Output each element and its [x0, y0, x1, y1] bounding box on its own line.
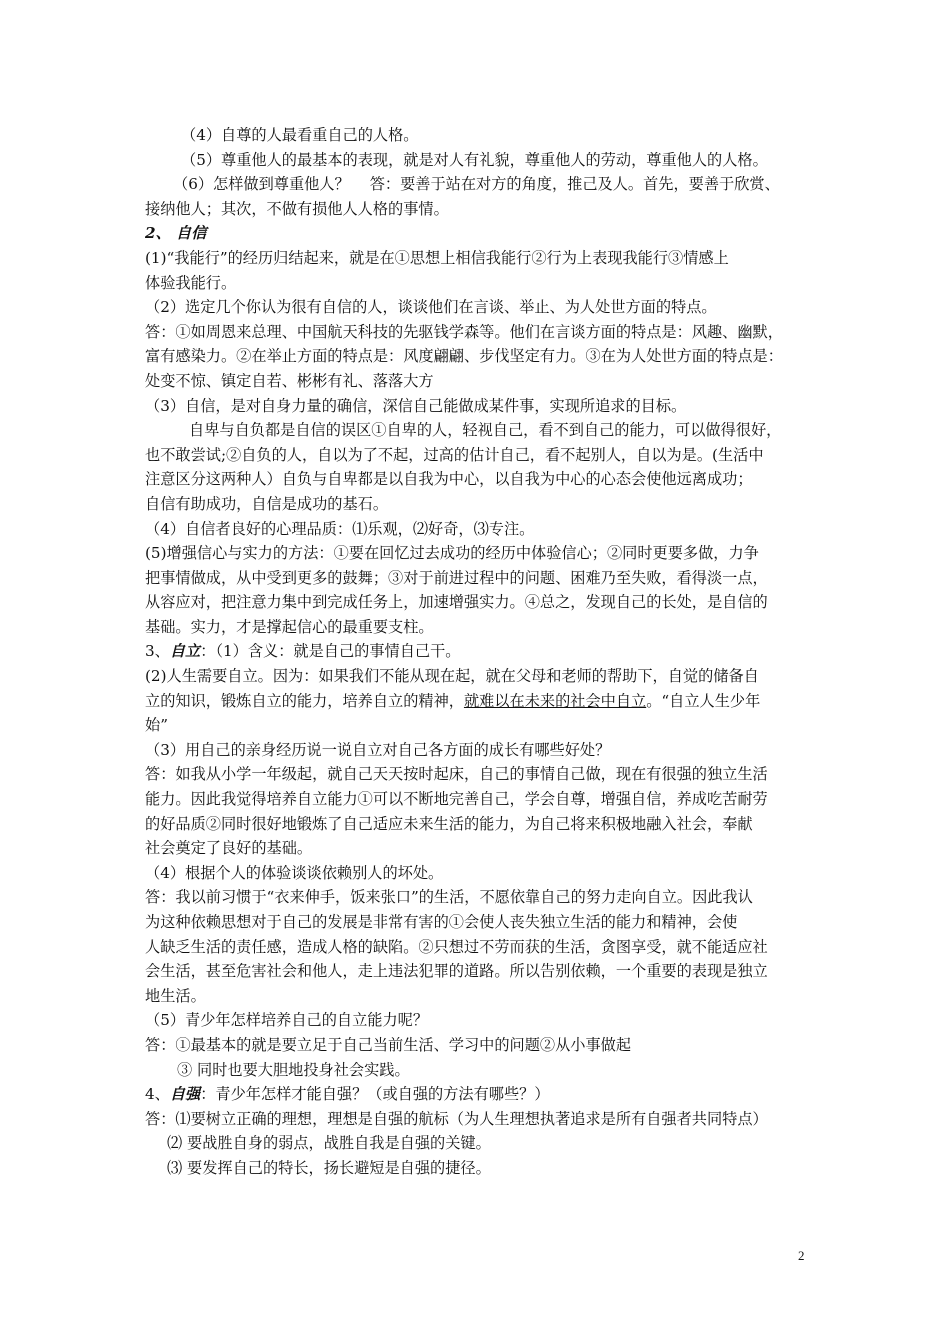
text-line: 会生活，甚至危害社会和他人，走上违法犯罪的道路。所以告别依赖，一个重要的表现是独立: [145, 962, 768, 981]
text-line: （2）选定几个你认为很有自信的人，谈谈他们在言谈、举止、为人处世方面的特点。: [145, 298, 717, 317]
text-line: 答：⑴要树立正确的理想，理想是自强的航标（为人生理想执著追求是所有自强者共同特点）: [145, 1109, 768, 1128]
text-span: 立的知识，锻炼自立的能力，培养自立的精神，: [145, 691, 464, 710]
text-line: (2)人生需要自立。因为：如果我们不能从现在起，就在父母和老师的帮助下，自觉的储备自: [145, 667, 759, 686]
text-line: 人缺乏生活的责任感，造成人格的缺陷。②只想过不劳而获的生活，贪图享受，就不能适应社: [145, 937, 768, 956]
text-span: ：青少年怎样才能自强？（或自强的方法有哪些？）: [200, 1085, 550, 1104]
text-line: (5)增强信心与实力的方法：①要在回忆过去成功的经历中体验信心；②同时更要多做，力争: [145, 544, 759, 563]
text-line: 接纳他人；其次，不做有损他人人格的事情。: [145, 199, 449, 218]
text-span: 。“自立人生少年: [646, 691, 761, 710]
underlined-text: 就难以在未来的社会中自立: [463, 691, 647, 710]
text-line: 注意区分这两种人）自负与自卑都是以自我为中心，以自我为中心的心态会使他远离成功；: [145, 470, 753, 489]
text-line: 的好品质②同时很好地锻炼了自己适应未来生活的能力，为自己将来积极地融入社会，奉献: [145, 814, 753, 833]
text-line: ⑶ 要发挥自己的特长，扬长避短是自强的捷径。: [167, 1158, 491, 1177]
text-line: 把事情做成，从中受到更多的鼓舞；③对于前进过程中的问题、困难乃至失败，看得淡一点，: [145, 568, 768, 587]
text-line: 也不敢尝试;②自负的人，自以为了不起，过高的估计自己，看不起别人，自以为是。(生活中: [145, 445, 764, 464]
text-line: [145, 1082, 815, 1107]
text-line: [145, 639, 815, 664]
section-heading: 2、 自信: [145, 224, 207, 243]
text-span: 4、: [145, 1085, 170, 1104]
text-line: ③ 同时也要大胆地投身社会实践。: [177, 1060, 410, 1079]
text-line: 基础。实力，才是撑起信心的最重要支柱。: [145, 617, 434, 636]
text-line: （4）自尊的人最看重自己的人格。: [181, 126, 419, 144]
text-line: 答：①最基本的就是要立足于自己当前生活、学习中的问题②从小事做起: [145, 1035, 631, 1054]
text-line: （4）根据个人的体验谈谈依赖别人的坏处。: [145, 863, 444, 882]
text-line: 富有感染力。②在举止方面的特点是：风度翩翩、步伐坚定有力。③在为人处世方面的特点是：: [145, 347, 783, 366]
text-line: （5）尊重他人的最基本的表现，就是对人有礼貌，尊重他人的劳动，尊重他人的人格。: [181, 150, 768, 169]
text-line: （4）自信者良好的心理品质：⑴乐观，⑵好奇，⑶专注。: [145, 519, 535, 538]
section-title: 自强: [169, 1085, 201, 1104]
text-line: （6）怎样做到尊重他人？ 答：要善于站在对方的角度，推己及人。首先，要善于欣赏、: [173, 175, 780, 194]
text-line: （5）青少年怎样培养自己的自立能力呢？: [145, 1011, 429, 1030]
text-line: 从容应对，把注意力集中到完成任务上，加速增强实力。④总之，发现自己的长处，是自信的: [145, 593, 768, 612]
text-line: 地生活。: [145, 986, 206, 1005]
text-line: ⑵ 要战胜自身的弱点，战胜自我是自强的关键。: [167, 1134, 491, 1153]
text-line: 社会奠定了良好的基础。: [145, 839, 313, 858]
text-line: (1)“我能行”的经历归结起来，就是在①思想上相信我能行②行为上表现我能行③情感上: [145, 248, 729, 267]
document-body: [145, 123, 815, 1181]
text-line: [145, 689, 815, 714]
text-line: 答：我以前习惯于“衣来伸手，饭来张口”的生活，不愿依靠自己的努力走向自立。因此我认: [145, 888, 753, 907]
text-line: 体验我能行。: [145, 273, 237, 292]
text-line: （3）用自己的亲身经历说一说自立对自己各方面的成长有哪些好处？: [145, 740, 611, 759]
section-title: 自立: [169, 642, 201, 661]
text-line: 处变不惊、镇定自若、彬彬有礼、落落大方: [145, 371, 434, 390]
text-line: 能力。因此我觉得培养自立能力①可以不断地完善自己，学会自尊，增强自信，养成吃苦耐劳: [145, 790, 768, 809]
text-line: 答：如我从小学一年级起，就自己天天按时起床，自己的事情自己做，现在有很强的独立生活: [145, 765, 768, 784]
text-line: （3）自信，是对自身力量的确信，深信自己能做成某件事，实现所追求的目标。: [145, 396, 687, 415]
text-line: 自信有助成功，自信是成功的基石。: [145, 494, 388, 513]
text-line: 自卑与自负都是自信的误区①自卑的人，轻视自己，看不到自己的能力，可以做得很好，: [189, 421, 782, 440]
text-line: 为这种依赖思想对于自己的发展是非常有害的①会使人丧失独立生活的能力和精神，会使: [145, 913, 738, 931]
page-number: 2: [798, 1248, 805, 1263]
text-span: ：（1）含义：就是自己的事情自己干。: [200, 642, 461, 661]
text-line: 答：①如周恩来总理、中国航天科技的先驱钱学森等。他们在言谈方面的特点是：风趣、幽默，: [145, 322, 783, 341]
text-line: 始”: [145, 716, 168, 735]
text-span: 3、: [145, 642, 170, 661]
